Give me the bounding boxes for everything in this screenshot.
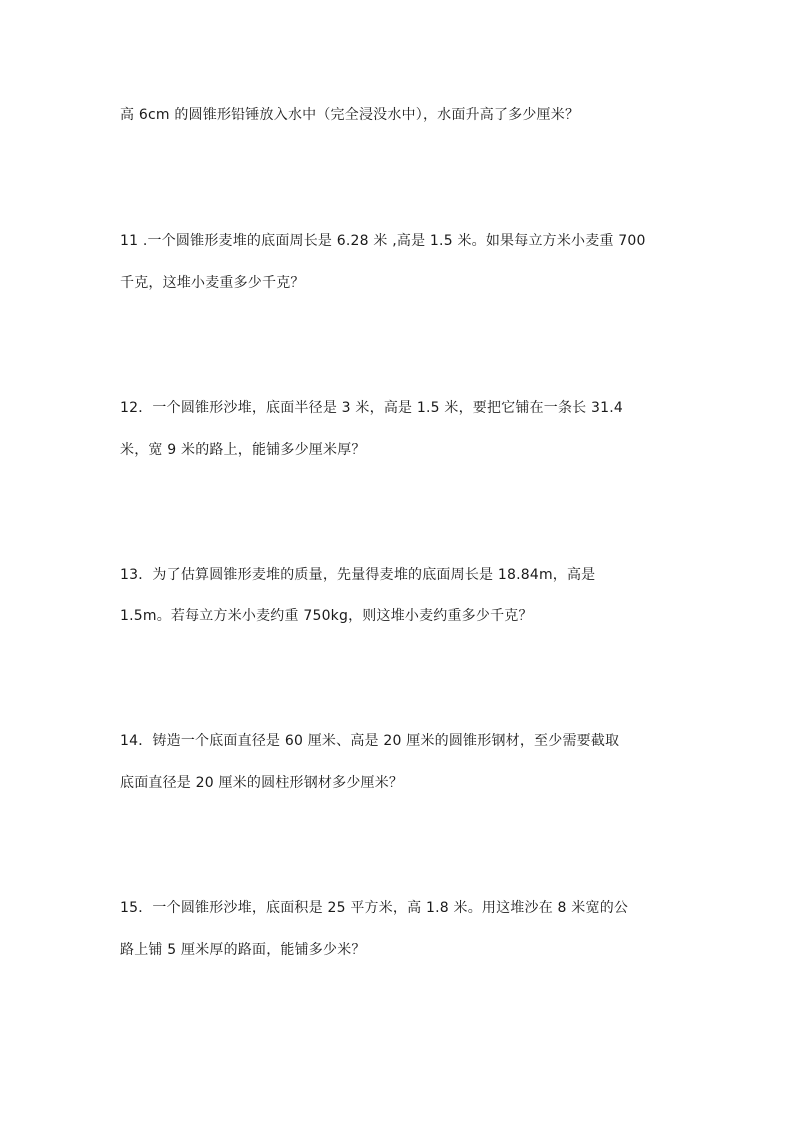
problem-11-line-1: 11 .一个圆锥形麦堆的底面周长是 6.28 米 ,高是 1.5 米。如果每立方米小麦重 700 (120, 233, 646, 249)
problem-15-line-2: 路上铺 5 厘米厚的路面，能铺多少米？ (120, 942, 366, 958)
problem-12-line-2: 米，宽 9 米的路上，能铺多少厘米厚？ (120, 442, 366, 458)
problem-13-line-2: 1.5m。若每立方米小麦约重 750kg，则这堆小麦约重多少千克？ (120, 608, 533, 624)
problem-15-line-1: 15．一个圆锥形沙堆，底面积是 25 平方米，高 1.8 米。用这堆沙在 8 米宽的公 (120, 900, 629, 916)
problem-14-line-2: 底面直径是 20 厘米的圆柱形钢材多少厘米？ (120, 775, 404, 791)
problem-11-line-2: 千克，这堆小麦重多少千克？ (120, 275, 305, 291)
problem-13-line-1: 13．为了估算圆锥形麦堆的质量，先量得麦堆的底面周长是 18.84m，高是 (120, 567, 596, 583)
problem-10-continuation-line: 高 6cm 的圆锥形铅锤放入水中（完全浸没水中），水面升高了多少厘米？ (120, 107, 580, 123)
problem-12-line-1: 12．一个圆锥形沙堆，底面半径是 3 米，高是 1.5 米，要把它铺在一条长 31.4 (120, 400, 624, 416)
problem-14-line-1: 14．铸造一个底面直径是 60 厘米、高是 20 厘米的圆锥形钢材，至少需要截取 (120, 733, 620, 749)
